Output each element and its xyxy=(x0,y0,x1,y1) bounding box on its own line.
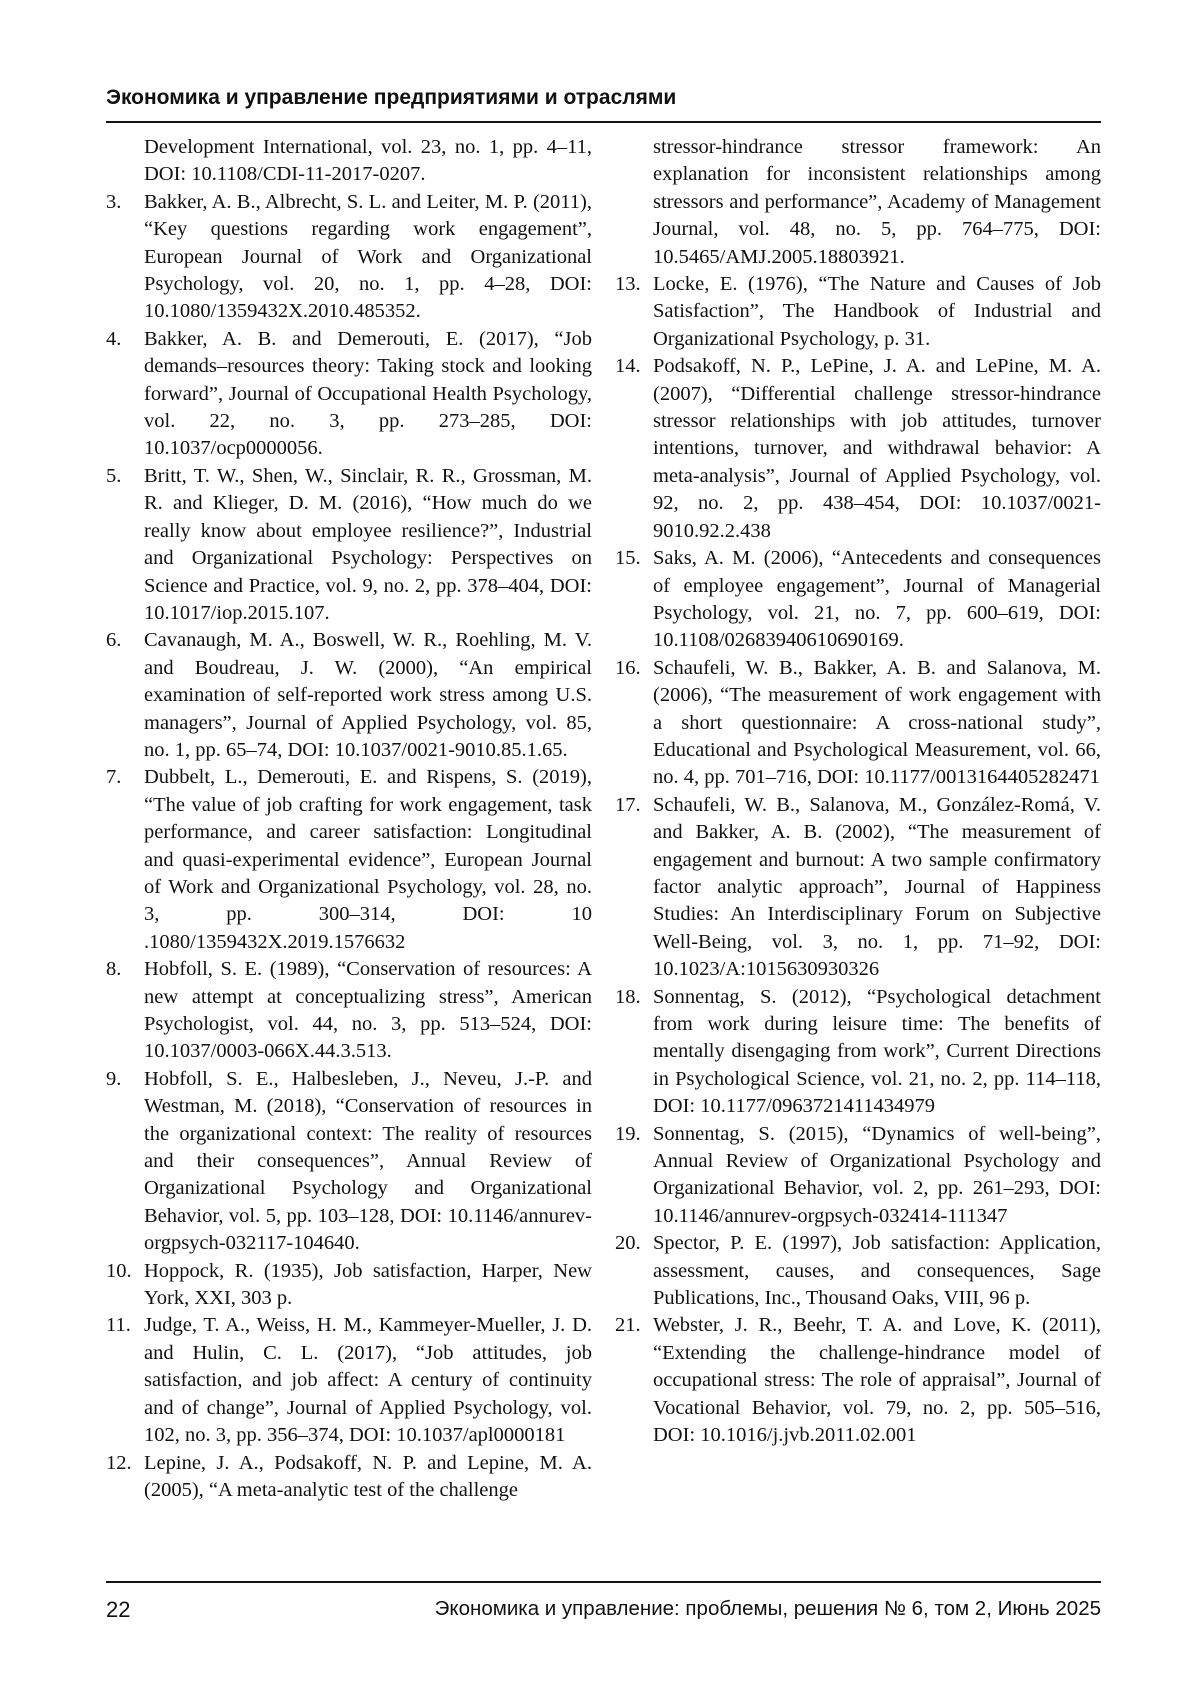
reference-number: 18. xyxy=(615,985,641,1008)
reference-text: Sonnentag, S. (2012), “Psychological detachment from work during leisure time: The benefits of mentally disengaging from work”, Current Directions in Psychological Science, vol. 21, no. 2, pp. 114–118, DOI: 10.1177/0963721411434979 xyxy=(653,985,1101,1118)
reference-item xyxy=(615,792,1101,984)
header-rule xyxy=(106,121,1101,123)
reference-text: Podsakoff, N. P., LePine, J. A. and LePine, M. A. (2007), “Differential challenge stressor-hindrance stressor relationships with job attitudes, turnover intentions, turnover, and withdrawal behavior: A meta-analysis”, Journal of Applied Psychology, vol. 92, no. 2, pp. 438–454, DOI: 10.1037/0021-9010.92.2.438 xyxy=(653,355,1101,542)
reference-text: stressor-hindrance stressor framework: An explanation for inconsistent relationships among stressors and performance”, Academy of Management Journal, vol. 48, no. 5, pp. 764–775, DOI: 10.5465/AMJ.2005.18803921. xyxy=(653,136,1101,268)
reference-number: 13. xyxy=(615,273,641,296)
reference-text: Sonnentag, S. (2015), “Dynamics of well-being”, Annual Review of Organizational Psychology and Organizational Behavior, vol. 2, pp. 261–293, DOI: 10.1146/annurev-orgpsych-032414-111347 xyxy=(653,1122,1101,1227)
reference-item xyxy=(106,1066,592,1258)
reference-text: Schaufeli, W. B., Bakker, A. B. and Salanova, M. (2006), “The measurement of work engagement with a short questionnaire: A cross-national study”, Educational and Psychological Measurement, vol. 66, no. 4, pp. 701–716, DOI: 10.1177/0013164405282471 xyxy=(653,656,1101,789)
reference-number: 17. xyxy=(615,793,641,816)
reference-item xyxy=(106,326,592,463)
reference-text: Dubbelt, L., Demerouti, E. and Rispens, S. (2019), “The value of job crafting for work engagement, task performance, and career satisfaction: Longitudinal and quasi-experimental evidence”, European Journal of Work and Organizational Psychology, vol. 28, no. 3, pp. 300–314, DOI: 10 .1080/1359432X.2019.1576632 xyxy=(144,766,592,953)
reference-item xyxy=(615,134,1101,271)
reference-item xyxy=(615,984,1101,1121)
references-column-left xyxy=(106,134,592,1504)
reference-text: Bakker, A. B., Albrecht, S. L. and Leiter, M. P. (2011), “Key questions regarding work engagement”, European Journal of Work and Organizational Psychology, vol. 20, no. 1, pp. 4–28, DOI: 10.1080/1359432X.2010.485352. xyxy=(144,190,592,323)
reference-item xyxy=(615,353,1101,545)
reference-number: 3. xyxy=(106,190,122,213)
reference-number: 14. xyxy=(615,355,641,378)
reference-item xyxy=(106,463,592,627)
reference-text: Spector, P. E. (1997), Job satisfaction: Application, assessment, causes, and consequences, Sage Publications, Inc., Thousand Oaks, VIII, 96 p. xyxy=(653,1232,1101,1310)
reference-number: 20. xyxy=(615,1232,641,1255)
reference-text: Schaufeli, W. B., Salanova, M., González-Romá, V. and Bakker, A. B. (2002), “The measurement of engagement and burnout: A two sample confirmatory factor analytic approach”, Journal of Happiness Studies: An Interdisciplinary Forum on Subjective Well-Being, vol. 3, no. 1, pp. 71–92, DOI: 10.1023/A:1015630930326 xyxy=(653,793,1101,981)
reference-item xyxy=(615,1121,1101,1231)
reference-item xyxy=(106,627,592,764)
reference-number: 16. xyxy=(615,656,641,679)
reference-number: 12. xyxy=(106,1451,132,1474)
reference-number: 4. xyxy=(106,327,122,350)
running-header: Экономика и управление предприятиями и отраслями xyxy=(106,86,677,109)
reference-number: 11. xyxy=(106,1314,131,1337)
reference-text: Judge, T. A., Weiss, H. M., Kammeyer-Mueller, J. D. and Hulin, C. L. (2017), “Job attitudes, job satisfaction, and job affect: A century of continuity and of change”, Journal of Applied Psychology, vol. 102, no. 3, pp. 356–374, DOI: 10.1037/apl0000181 xyxy=(144,1314,592,1447)
reference-text: Bakker, A. B. and Demerouti, E. (2017), “Job demands–resources theory: Taking stock and looking forward”, Journal of Occupational Health Psychology, vol. 22, no. 3, pp. 273–285, DOI: 10.1037/ocp0000056. xyxy=(144,327,592,460)
reference-item xyxy=(106,1312,592,1449)
reference-number: 10. xyxy=(106,1259,132,1282)
references-column-right xyxy=(615,134,1101,1450)
reference-text: Webster, J. R., Beehr, T. A. and Love, K. (2011), “Extending the challenge-hindrance model of occupational stress: The role of appraisal”, Journal of Vocational Behavior, vol. 79, no. 2, pp. 505–516, DOI: 10.1016/j.jvb.2011.02.001 xyxy=(653,1314,1101,1447)
reference-text: Cavanaugh, M. A., Boswell, W. R., Roehling, M. V. and Boudreau, J. W. (2000), “An empirical examination of self-reported work stress among U.S. managers”, Journal of Applied Psychology, vol. 85, no. 1, pp. 65–74, DOI: 10.1037/0021-9010.85.1.65. xyxy=(144,629,592,761)
journal-issue-line: Экономика и управление: проблемы, решения № 6, том 2, Июнь 2025 xyxy=(434,1597,1101,1620)
reference-item xyxy=(615,655,1101,792)
reference-item xyxy=(106,1258,592,1313)
reference-number: 9. xyxy=(106,1067,122,1090)
reference-text: Britt, T. W., Shen, W., Sinclair, R. R., Grossman, M. R. and Klieger, D. M. (2016), “How much do we really know about employee resilience?”, Industrial and Organizational Psychology: Perspectives on Science and Practice, vol. 9, no. 2, pp. 378–404, DOI: 10.1017/iop.2015.107. xyxy=(144,464,592,624)
reference-number: 7. xyxy=(106,766,122,789)
reference-text: Saks, A. M. (2006), “Antecedents and consequences of employee engagement”, Journal of Managerial Psychology, vol. 21, no. 7, pp. 600–619, DOI: 10.1108/02683940610690169. xyxy=(653,547,1101,652)
reference-item xyxy=(615,545,1101,655)
reference-item xyxy=(106,764,592,956)
reference-item xyxy=(106,189,592,326)
reference-item xyxy=(106,956,592,1066)
reference-number: 19. xyxy=(615,1122,641,1145)
reference-number: 8. xyxy=(106,958,122,981)
reference-item xyxy=(106,1450,592,1505)
reference-number: 5. xyxy=(106,464,122,487)
reference-number: 6. xyxy=(106,629,122,652)
reference-text: Hobfoll, S. E., Halbesleben, J., Neveu, J.-P. and Westman, M. (2018), “Conservation of resources in the organizational context: The reality of resources and their consequences”, Annual Review of Organizational Psychology and Organizational Behavior, vol. 5, pp. 103–128, DOI: 10.1146/annurev-orgpsych-032117-104640. xyxy=(144,1067,592,1255)
reference-text: Hobfoll, S. E. (1989), “Conservation of resources: A new attempt at conceptualizing stress”, American Psychologist, vol. 44, no. 3, pp. 513–524, DOI: 10.1037/0003-066X.44.3.513. xyxy=(144,958,592,1063)
reference-item xyxy=(615,1230,1101,1312)
reference-text: Development International, vol. 23, no. 1, pp. 4–11, DOI: 10.1108/CDI-11-2017-0207. xyxy=(144,136,592,186)
reference-number: 15. xyxy=(615,547,641,570)
reference-text: Lepine, J. A., Podsakoff, N. P. and Lepine, M. A. (2005), “A meta-analytic test of the challenge xyxy=(144,1451,592,1501)
reference-text: Hoppock, R. (1935), Job satisfaction, Harper, New York, XXI, 303 p. xyxy=(144,1259,592,1310)
reference-number: 21. xyxy=(615,1314,641,1337)
reference-item xyxy=(106,134,592,189)
reference-text: Locke, E. (1976), “The Nature and Causes of Job Satisfaction”, The Handbook of Industrial and Organizational Psychology, p. 31. xyxy=(653,273,1101,350)
reference-item xyxy=(615,1312,1101,1449)
reference-item xyxy=(615,271,1101,353)
footer-rule xyxy=(106,1581,1101,1583)
page-number: 22 xyxy=(106,1597,131,1622)
